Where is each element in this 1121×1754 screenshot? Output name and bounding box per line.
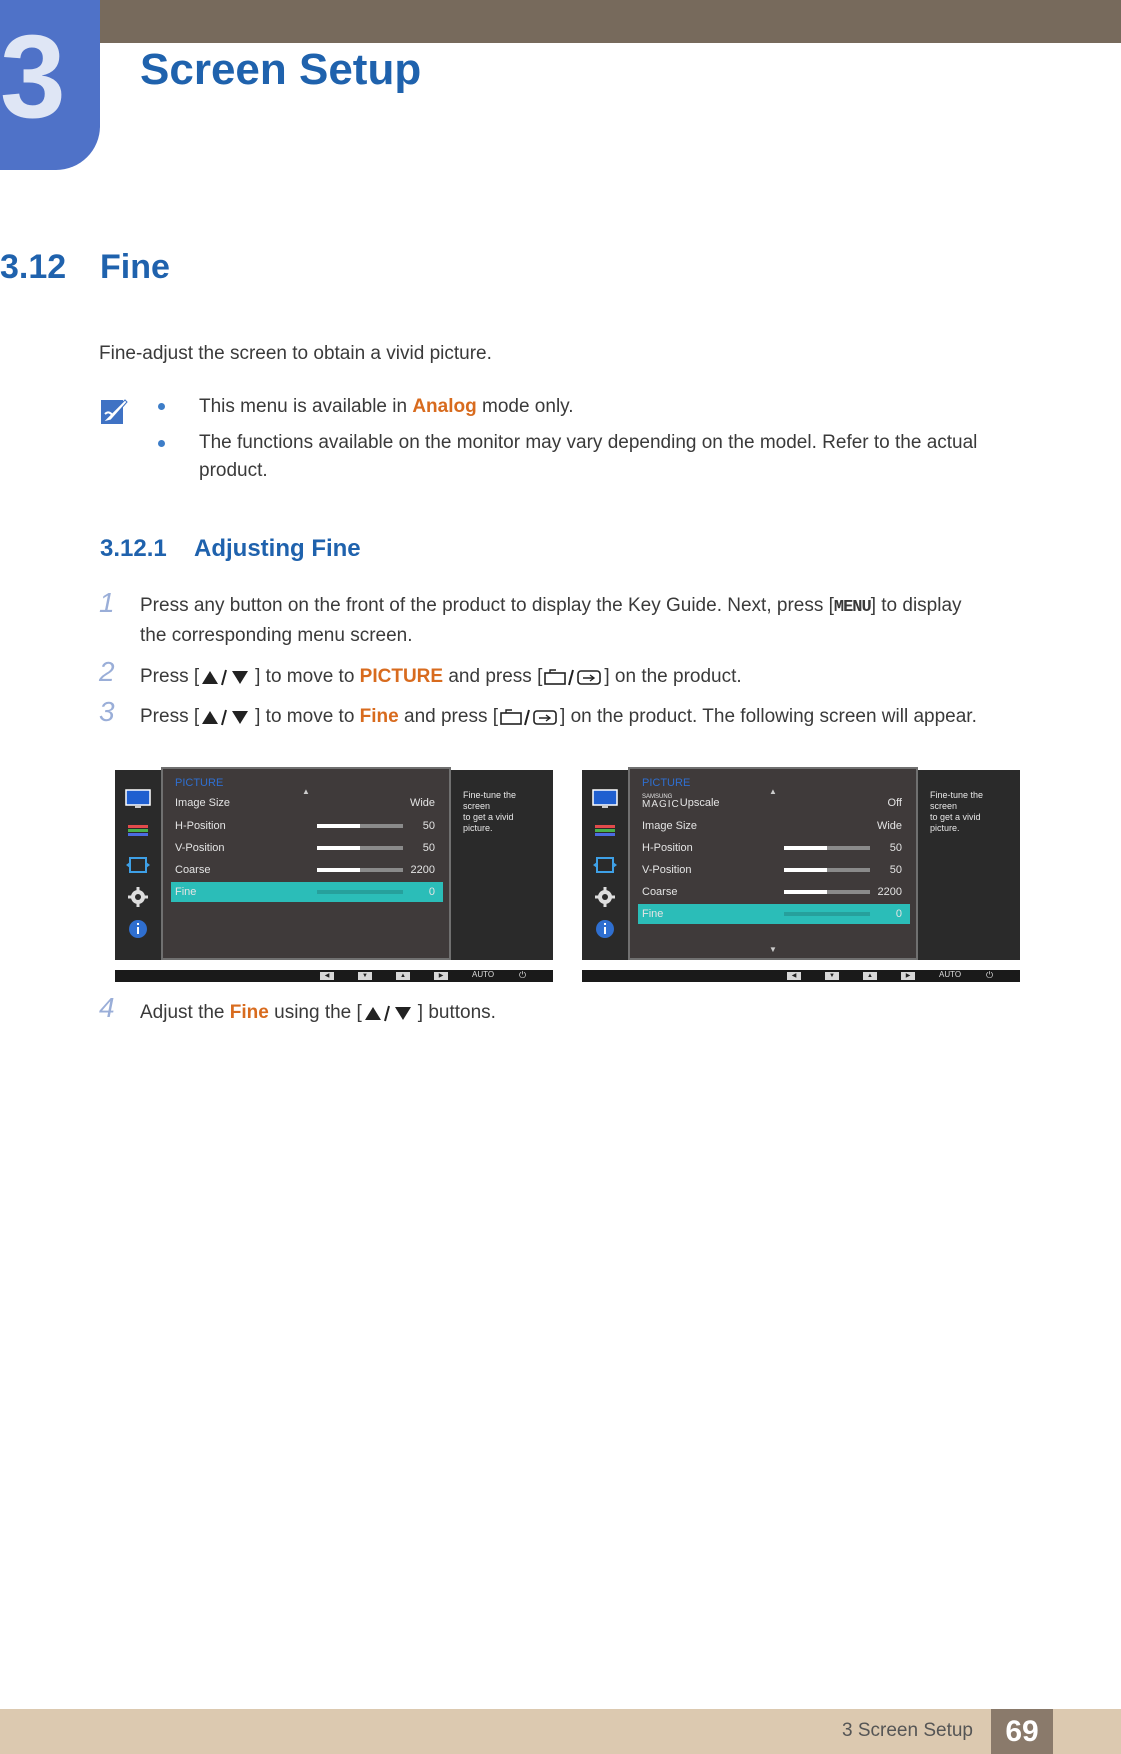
footer-chapter-label: 3 Screen Setup bbox=[842, 1720, 973, 1741]
scroll-up-arrow-icon: ▲ bbox=[769, 787, 777, 796]
right-key-icon[interactable]: ▶ bbox=[434, 972, 448, 980]
size-position-icon bbox=[592, 854, 618, 876]
auto-key[interactable]: AUTO bbox=[472, 970, 495, 979]
slider-fill bbox=[784, 868, 827, 872]
slider-track[interactable] bbox=[317, 868, 403, 872]
slider-track[interactable] bbox=[784, 868, 870, 872]
picture-highlight: PICTURE bbox=[359, 666, 444, 687]
scroll-up-arrow-icon: ▲ bbox=[302, 787, 310, 796]
fine-highlight: Fine bbox=[359, 706, 399, 727]
step-number: 4 bbox=[99, 992, 115, 1023]
step-number: 1 bbox=[99, 587, 115, 618]
bullet-icon bbox=[158, 403, 165, 410]
osd-row-h-position[interactable]: H-Position 50 bbox=[175, 820, 435, 832]
slider-fill bbox=[317, 824, 360, 828]
up-down-key-icon bbox=[199, 668, 255, 686]
step-text: Press [ ] to move to PICTURE and press [ ] on the product. bbox=[140, 666, 742, 687]
note-icon bbox=[99, 396, 129, 426]
slider-track[interactable] bbox=[317, 824, 403, 828]
subsection-name: Adjusting Fine bbox=[194, 535, 361, 562]
osd-menu-title: PICTURE bbox=[175, 777, 224, 789]
osd-row-coarse[interactable]: Coarse 2200 bbox=[175, 864, 435, 876]
up-down-key-icon bbox=[199, 708, 255, 726]
slider-track[interactable] bbox=[784, 846, 870, 850]
analog-highlight: Analog bbox=[412, 396, 477, 417]
color-icon bbox=[592, 820, 618, 842]
osd-row-coarse[interactable]: Coarse 2200 bbox=[642, 886, 902, 898]
slider-fill bbox=[317, 846, 360, 850]
enter-source-key-icon bbox=[498, 708, 560, 726]
section-number: 3.12 bbox=[0, 248, 67, 286]
step-number: 3 bbox=[99, 696, 115, 727]
osd-help-panel: Fine-tune the screen to get a vivid picture. bbox=[451, 770, 553, 960]
slider-track[interactable] bbox=[784, 912, 870, 916]
left-key-icon[interactable]: ◀ bbox=[787, 972, 801, 980]
left-key-icon[interactable]: ◀ bbox=[320, 972, 334, 980]
note-item: This menu is available in Analog mode only. bbox=[199, 396, 574, 417]
menu-key: MENU bbox=[833, 598, 871, 617]
right-key-icon[interactable]: ▶ bbox=[901, 972, 915, 980]
osd-menu-title: PICTURE bbox=[642, 777, 691, 789]
down-key-icon[interactable]: ▼ bbox=[358, 972, 372, 980]
osd-icon-strip bbox=[115, 770, 161, 960]
section-title bbox=[0, 248, 170, 287]
footer-bar bbox=[0, 1709, 1121, 1754]
slider-track[interactable] bbox=[317, 890, 403, 894]
bullet-icon bbox=[158, 440, 165, 447]
chapter-number-tab bbox=[0, 0, 100, 170]
osd-row-v-position[interactable]: V-Position 50 bbox=[642, 864, 902, 876]
osd-key-guide bbox=[582, 970, 1020, 982]
step-text: Press any button on the front of the product to display the Key Guide. Next, press [MENU] to display the corresponding menu screen. bbox=[140, 595, 962, 646]
info-icon bbox=[125, 918, 151, 940]
page-number-box bbox=[991, 1709, 1053, 1754]
note-item: The functions available on the monitor may vary depending on the model. Refer to the actual product. bbox=[199, 432, 978, 481]
power-icon[interactable]: ⏻ bbox=[986, 970, 994, 980]
step-text: Adjust the Fine using the [ ] buttons. bbox=[140, 1002, 496, 1023]
section-intro: Fine-adjust the screen to obtain a vivid picture. bbox=[99, 343, 492, 364]
enter-source-key-icon bbox=[542, 668, 604, 686]
magic-upscale-label: SAMSUNG MAGICUpscale bbox=[642, 794, 720, 810]
up-down-key-icon bbox=[362, 1004, 418, 1022]
slider-fill bbox=[317, 868, 360, 872]
osd-help-panel: Fine-tune the screen to get a vivid picture. bbox=[918, 770, 1020, 960]
slider-fill bbox=[784, 890, 827, 894]
section-name: Fine bbox=[100, 248, 170, 286]
osd-screen-right bbox=[582, 770, 1020, 982]
page-number: 69 bbox=[1005, 1715, 1039, 1748]
osd-row-image-size[interactable]: Image Size Wide bbox=[175, 797, 435, 809]
gear-icon bbox=[592, 886, 618, 908]
monitor-icon bbox=[592, 788, 618, 810]
fine-highlight: Fine bbox=[229, 1002, 269, 1023]
auto-key[interactable]: AUTO bbox=[939, 970, 962, 979]
osd-row-fine[interactable]: Fine 0 bbox=[638, 904, 910, 924]
osd-screen-left bbox=[115, 770, 553, 982]
subsection-title bbox=[100, 535, 361, 563]
osd-key-guide bbox=[115, 970, 553, 982]
chapter-title: Screen Setup bbox=[140, 45, 422, 94]
slider-track[interactable] bbox=[317, 846, 403, 850]
power-icon[interactable]: ⏻ bbox=[519, 970, 527, 980]
osd-row-v-position[interactable]: V-Position 50 bbox=[175, 842, 435, 854]
step-text: Press [ ] to move to Fine and press [ ] on the product. The following screen will appear. bbox=[140, 706, 977, 727]
slider-fill bbox=[784, 846, 827, 850]
osd-row-fine[interactable]: Fine 0 bbox=[171, 882, 443, 902]
down-key-icon[interactable]: ▼ bbox=[825, 972, 839, 980]
osd-row-magic-upscale[interactable]: SAMSUNG MAGICUpscale Off bbox=[642, 794, 902, 810]
osd-row-h-position[interactable]: H-Position 50 bbox=[642, 842, 902, 854]
size-position-icon bbox=[125, 854, 151, 876]
osd-menu-panel bbox=[628, 767, 918, 960]
up-key-icon[interactable]: ▲ bbox=[396, 972, 410, 980]
header-bar bbox=[0, 0, 1121, 43]
osd-icon-strip bbox=[582, 770, 628, 960]
color-icon bbox=[125, 820, 151, 842]
gear-icon bbox=[125, 886, 151, 908]
step-number: 2 bbox=[99, 656, 115, 687]
monitor-icon bbox=[125, 788, 151, 810]
scroll-down-arrow-icon: ▼ bbox=[769, 945, 777, 954]
slider-track[interactable] bbox=[784, 890, 870, 894]
osd-row-image-size[interactable]: Image Size Wide bbox=[642, 820, 902, 832]
info-icon bbox=[592, 918, 618, 940]
chapter-number: 3 bbox=[0, 11, 66, 143]
up-key-icon[interactable]: ▲ bbox=[863, 972, 877, 980]
subsection-number: 3.12.1 bbox=[100, 535, 167, 562]
osd-menu-panel bbox=[161, 767, 451, 960]
